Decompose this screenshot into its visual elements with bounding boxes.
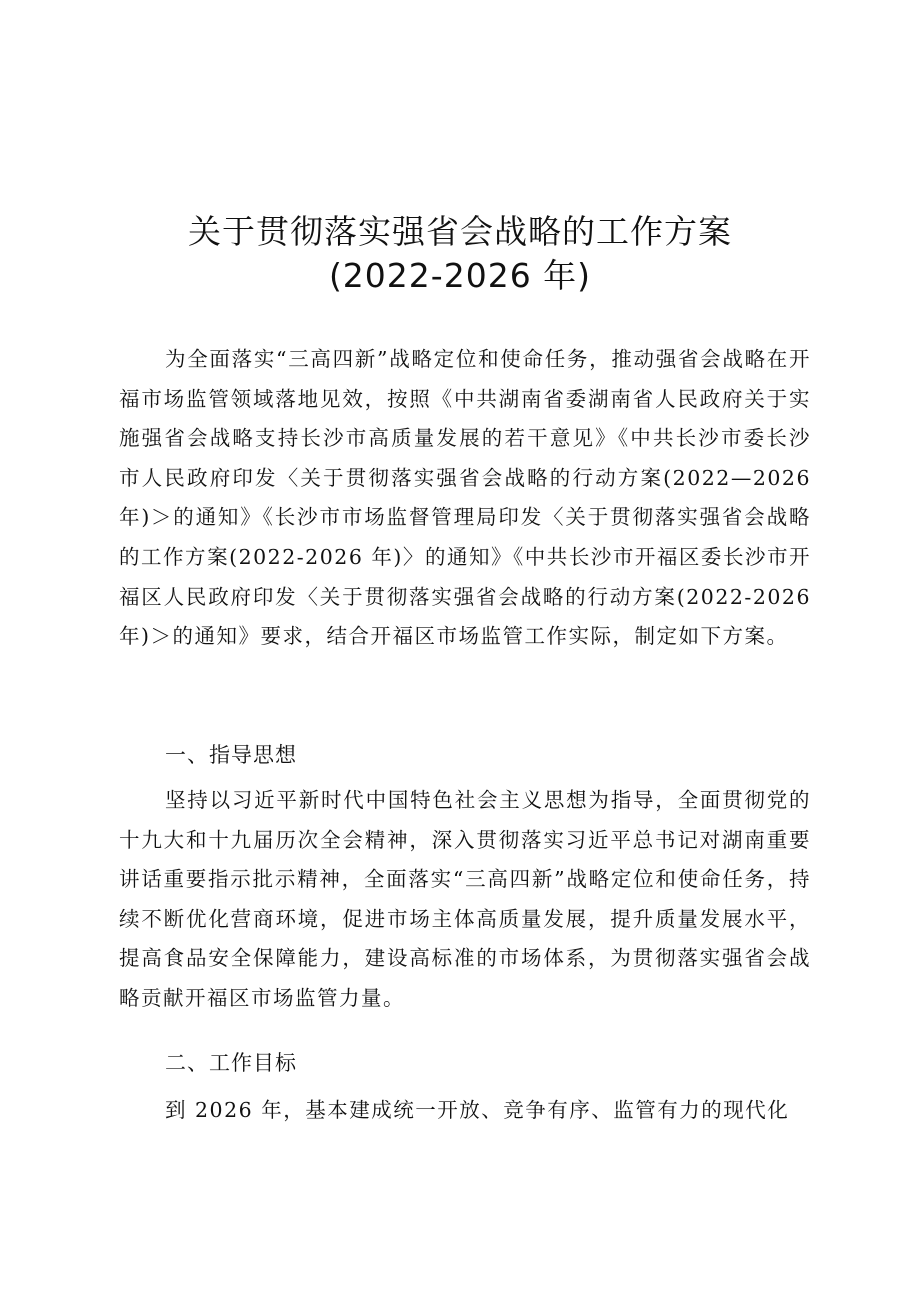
section-paragraph-work-goals: 到 2026 年，基本建成统一开放、竞争有序、监管有力的现代化 [165, 1098, 790, 1122]
section-heading-guiding-ideology: 一、指导思想 [165, 743, 297, 767]
intro-paragraph: 为全面落实“三高四新”战略定位和使命任务，推动强省会战略在开福市场监管领域落地见效，按照《中共湖南省委湖南省人民政府关于实施强省会战略支持长沙市高质量发展的若干意见》《中共长沙市委长沙市人民政府印发〈关于贯彻落实强省会战略的行动方案(2022—2026 年)＞的通知》《长沙市市场监督管理局印发〈关于贯彻落实强省会战略的工作方案(2022-2026 年)〉的通知》《中共长沙市开福区委长沙市开福区人民政府印发〈关于贯彻落实强省会战略的行动方案(2022-2026 年)＞的通知》要求，结合开福区市场监管工作实际，制定如下方案。 [119, 347, 811, 649]
document-title: 关于贯彻落实强省会战略的工作方案 [188, 212, 732, 251]
section-paragraph-guiding-ideology: 坚持以习近平新时代中国特色社会主义思想为指导，全面贯彻党的十九大和十九届历次全会精神，深入贯彻落实习近平总书记对湖南重要讲话重要指示批示精神，全面落实“三高四新”战略定位和使命任务，持续不断优化营商环境，促进市场主体高质量发展，提升质量发展水平，提高食品安全保障能力，建设高标准的市场体系，为贯彻落实强省会战略贡献开福区市场监管力量。 [119, 788, 811, 1010]
section-heading-work-goals: 二、工作目标 [165, 1051, 297, 1075]
document-title-years: (2022-2026 年) [328, 256, 592, 295]
